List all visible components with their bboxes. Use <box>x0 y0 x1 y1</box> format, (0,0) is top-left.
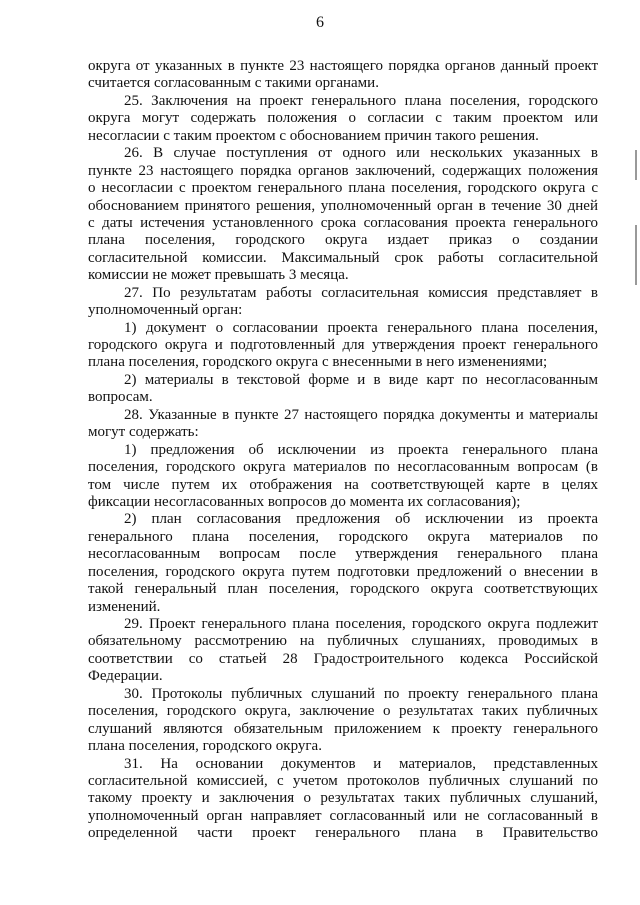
text-line: определенной части проект генерального плана в Правительство <box>88 825 598 842</box>
text-line: согласительной комиссией, с учетом протоколов публичных слушаний по <box>88 772 598 789</box>
text-line: поселения, городского округа материалов по несогласованным вопросам (в <box>88 459 598 476</box>
text-line: изменений. <box>88 598 161 615</box>
text-line: 25. Заключения на проект генерального плана поселения, городского <box>124 92 598 109</box>
text-line: несогласованным вопросам после утверждения генерального плана <box>88 546 598 563</box>
text-line: 28. Указанные в пункте 27 настоящего порядка документы и материалы <box>124 406 598 423</box>
page-number: 6 <box>316 14 324 31</box>
text-line: генерального плана поселения, городского округа материалов по <box>88 528 598 545</box>
text-line: такой генеральный план поселения, городского округа соответствующих <box>88 581 598 598</box>
text-line: считается согласованным с такими органами. <box>88 75 379 92</box>
scan-edge-mark <box>635 225 637 285</box>
text-line: 1) документ о согласовании проекта генерального плана поселения, <box>124 319 598 336</box>
text-line: плана поселения, городского округа с внесенными в него изменениями; <box>88 354 548 371</box>
text-line: несогласии с таким проектом с обоснованием причин такого решения. <box>88 127 539 144</box>
text-line: с даты истечения установленного срока согласования проекта генерального <box>88 214 598 231</box>
text-line: городского округа и подготовленный для утверждения проект генерального <box>88 337 598 353</box>
text-line: согласительной комиссии. Максимальный срок работы согласительной <box>88 249 598 266</box>
text-line: том числе путем их отображения на соответствующей карте в целях <box>88 476 598 493</box>
text-line: плана поселения, городского округа издает приказ о создании <box>88 232 598 249</box>
text-line: Федерации. <box>88 668 163 685</box>
text-line: фиксации несогласованных вопросов до момента их согласования); <box>88 493 521 510</box>
text-line: обязательному рассмотрению на публичных слушаниях, проводимых в <box>88 633 598 650</box>
text-line: пункте 23 настоящего порядка органов заключений, содержащих положения <box>88 162 598 179</box>
text-line: соответствии со статьей 28 Градостроительного кодекса Российской <box>88 650 598 667</box>
text-line: уполномоченный орган направляет согласованный или не согласованный в <box>88 807 598 824</box>
text-line: 29. Проект генерального плана поселения, городского округа подлежит <box>124 616 598 632</box>
text-line: 31. На основании документов и материалов, представленных <box>124 755 598 772</box>
text-line: поселения, городского округа путем подготовки предложений о внесении в <box>88 563 598 580</box>
text-line: 2) план согласования предложения об исключении из проекта <box>124 511 598 528</box>
text-line: 30. Протоколы публичных слушаний по проекту генерального плана <box>124 685 598 702</box>
text-line: такому проекту и заключения о результатах таких публичных слушаний, <box>88 790 598 807</box>
text-line: могут содержать: <box>88 424 199 441</box>
text-line: поселения, городского округа, заключение о результатах таких публичных <box>88 703 598 720</box>
document-body <box>88 58 598 843</box>
text-line: 2) материалы в текстовой форме и в виде карт по несогласованным <box>124 371 598 388</box>
text-line: слушаний являются обязательным приложением к проекту генерального <box>88 720 598 737</box>
text-line: 26. В случае поступления от одного или нескольких указанных в <box>124 145 598 162</box>
text-line: комиссии не может превышать 3 месяца. <box>88 267 349 284</box>
text-line: 1) предложения об исключении из проекта генерального плана <box>124 441 598 458</box>
text-line: округа могут содержать положения о согласии с таким проектом или <box>88 110 598 127</box>
text-line: обоснованием принятого решения, уполномоченный орган в течение 30 дней <box>88 197 598 214</box>
text-line: округа от указанных в пункте 23 настоящего порядка органов данный проект <box>88 58 598 74</box>
text-line: о несогласии с проектом генерального плана поселения, городского округа с <box>88 180 598 197</box>
text-line: вопросам. <box>88 389 153 406</box>
text-line: 27. По результатам работы согласительная комиссия представляет в <box>124 284 598 301</box>
text-line: плана поселения, городского округа. <box>88 738 322 755</box>
text-line: уполномоченный орган: <box>88 302 243 319</box>
scan-edge-mark <box>635 150 637 180</box>
